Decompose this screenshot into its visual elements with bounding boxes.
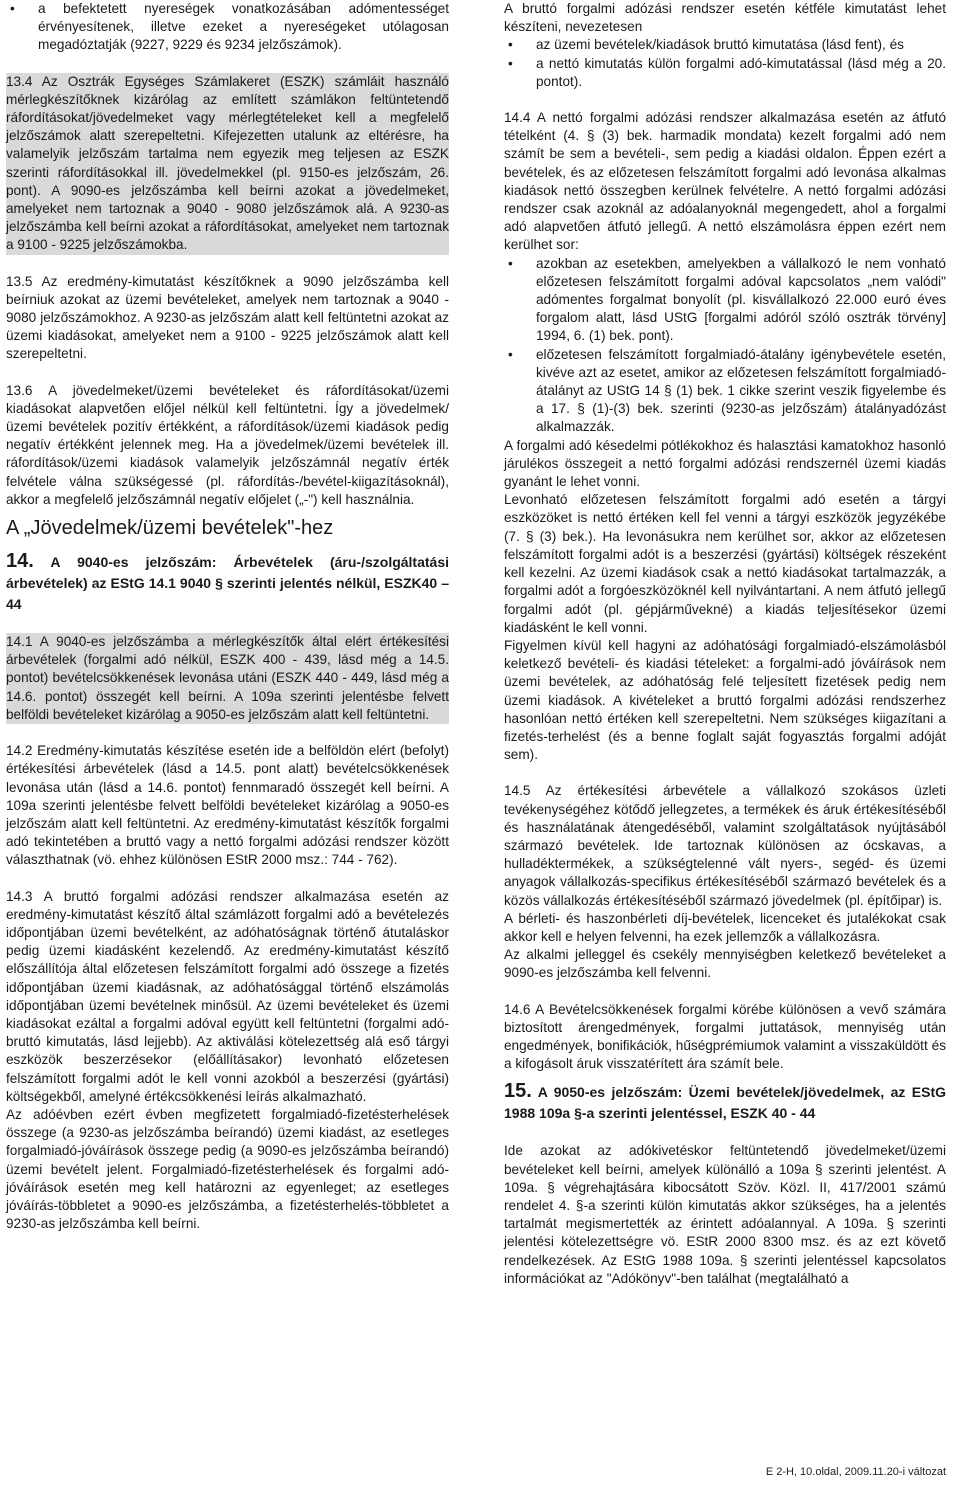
list-item: • a befektetett nyereségek vonatkozásában adómentességet érvényesítenek, illetve ezeket a nyereségeket utólagosan megadóztatják (9227, 9229 és 9234 jelzőszámok).	[10, 1, 449, 53]
bullet-icon: •	[508, 55, 513, 71]
paragraph-14-4-c: Levonható előzetesen felszámított forgalmi adó esetén a tárgyi eszközöket is nettó értéken kell fel venni a tárgyi eszközök jegyzékébe (7. § (3) bek.). Ha levonásukra nem kerülhet sor, akkor az előzetesen felszámított forgalmi adót is a beszerzési (gyártási) költségek részeként kell kezelni. Az üzemi kiadások csak a nettó kiadásokat tartalmazzák, a forgalmi adót a forgóeszközöknél kell nyilvántartani. A nem átfutó jellegű forgalmi adót (pl. gépjárművekné) a kiadás teljesítésekor üzemi kiadásként le kell vonni.	[504, 492, 946, 635]
paragraph-15: Ide azokat az adókivetéskor feltüntetendő jövedelmeket/üzemi bevételeket kell beírni, amelyek különálló a 109a § szerinti jelentést. A 109a. § végrehajtására kibocsátott Szöv. Közl. II, 417/2001 számú rendelet 4. §-a szerinti külön kimutatás akkor szükséges, ha a jelentés tartalmát megismertették az érintett adóalannyal. A 109a. § szerinti jelentési kötelezettségre vö. EStR 2000 8300 msz. és az ezt követő rendelkezések. Az EStG 1988 109a. § szerinti jelentéssel kapcsolatos információkat az "Adókönyv"-ben találhat (megtalálható a	[504, 1143, 946, 1286]
intro-bullet-list	[504, 36, 946, 91]
paragraph-14-2: 14.2 Eredmény-kimutatás készítése esetén ide a belföldön elért (befolyt) értékesítési árbevételek (lásd a 14.5. pont alatt) bevételcsökkenések levonása után (lásd a 14.6. pontot) fennmaradó összegét kell beírni. A 109a szerinti jelentésbe felvett belföldi bevételeket kizárólag a 9050-es jelzőszám alatt kell feltüntetni. Az eredmény-kimutatást készítők forgalmi adó tekintetében a bruttó vagy a nettó forgalmi adózási rendszer között választhatnak (vö. ehhez különösen EStR 2000 msz.: 744 - 762).	[6, 743, 449, 868]
paragraph-14-4-b: A forgalmi adó késedelmi pótlékokhoz és halasztási kamatokhoz hasonló járulékos összegeit a nettó forgalmi adózási rendszernél üzemi kiadás gyanánt le lehet vonni.	[504, 437, 946, 490]
page-footer: E 2-H, 10.oldal, 2009.11.20-i változat	[765, 1466, 946, 1478]
bullet-icon: •	[10, 1, 15, 16]
right-column	[504, 0, 946, 1288]
paragraph-14-5-b: A bérleti- és haszonbérleti díj-bevételek, licenceket és jutalékokat csak akkor kell e helyen felvenni, ha ezek jellemzők a vállalkozásra.	[504, 910, 946, 944]
paragraph-14-5: 14.5 Az értékesítési árbevétele a vállalkozó szokásos üzleti tevékenységéhez kötődő jellegzetes, a termékek és áruk értékesítéséből és használatának átengedéséből, valamint szolgáltatások nyújtásából származó bevételek. Ide tartoznak különösen az ócskavas, a hulladéktermékek, a szükségtelenné vált nyers-, segéd- és üzemi anyagok vállalkozás-specifikus értékesítéséből származó bevételek és a közös vállalkozás értékesítéséből származó jövedelmek (pl. építőipar) is.	[504, 783, 946, 908]
paragraph-13-4: 13.4 Az Osztrák Egységes Számlakeret (ESZK) számláit használó mérlegkészítőknek kizárólag az említett számlákon feltüntetendő ráfordításokat/jövedelmeket vagy mérlegtételeket kell a megfelelő jelzőszámok alatt szerepeltetni. Kifejezetten utalunk az eltérésre, ha valamelyik jelzőszám tartalma nem egyezik meg teljesen az ESZK szerinti ráfordításokkal ill. jövedelmekkel (pl. 9150-es jelzőszám, 26. pont). A 9090-es jelzőszámba kell beírni azokat a jövedelmeket, amelyeket nem tartoznak a 9040 - 9080 jelzőszámok alá. A 9230-as jelzőszámba kell beírni azokat a ráfordításokat, amelyeket nem tartoznak a 9100 - 9225 jelzőszámokba.	[6, 73, 449, 255]
paragraph-13-6: 13.6 A jövedelmeket/üzemi bevételeket és ráfordításokat/üzemi kiadásokat alapvetően előjel nélkül kell feltüntetni. Így a jövedelmek/üzemi bevételek pozitív értékként, a ráfordítások/üzemi kiadások pedig negatív értékként jelennek meg. Ha a jövedelmek/üzemi bevételek ill. ráfordítások/üzemi kiadások valamelyik jelzőszámnál negatív érték felvétele válna szükségessé (pl. ráfordítás-/bevétel-kiigazításoknál), akkor a megfelelő jelzőszámnál negatív előjelet („-") kell használnia.	[6, 382, 449, 507]
bullet-icon: •	[508, 346, 513, 362]
paragraph-14-4: 14.4 A nettó forgalmi adózási rendszer alkalmazása esetén az átfutó tételként (4. § (3) bek. harmadik mondata) kezelt forgalmi adó nem számít be sem a bevételi-, sem pedig a kiadási oldalon. Éppen ezért a bevételek, és az előzetesen felszámított forgalmi adó levonása alkalmas kiadások nettó összegben kerülnek felvételre. A nettó forgalmi adózási rendszer csak azoknál az adóalanyoknál megengedett, ahol a forgalmi adó alapvetően átfutó jellegű. A nettó elszámolásra éppen ezért nem kerülhet sor:	[504, 110, 946, 253]
list-item: • előzetesen felszámított forgalmiadó-átalány igénybevétele esetén, kivéve azt az esetet, amikor az előzetesen felszámított forgalmiadó-átalányt az UStG 14 § (1) bek. 1 cikke szerint veszik figyelembe és a 17. § (1)-(3) bek. szerinti (9230-as jelzőszám) átalányadózást alkalmazzák.	[508, 346, 946, 435]
subsection-15-title: 15. A 9050-es jelzőszám: Üzemi bevételek/jövedelmek, az EStG 1988 109a §-a szerinti jelentéssel, ESZK 40 - 44	[504, 1080, 947, 1122]
list-item: • a nettó kimutatás külön forgalmi adó-kimutatással (lásd még a 20. pontot).	[508, 55, 946, 89]
bullet-icon: •	[508, 255, 513, 271]
paragraph-14-6: 14.6 A Bevételcsökkenések forgalmi körébe különösen a vevő számára biztosított árengedmények, forgalmi juttatások, mennyiség után engedmények, bonifikációk, hűségprémiumok valamint a visszaküldött és a kifogásolt áruk visszatérített ára számít bele.	[504, 1001, 946, 1072]
list-item: • azokban az esetekben, amelyekben a vállalkozó le nem vonható előzetesen felszámított forgalmi adóval kapcsolatos „nem valódi" adómentes forgalmat bonyolít (pl. kisvállalkozó 22.000 euró éves forgalom alatt, lásd UStG [forgalmi adóról szóló osztrák törvény] 1994, 6. (1) bek. pont).	[508, 255, 946, 344]
left-column	[6, 0, 449, 1233]
paragraph-14-3-cont: Az adóévben ezért évben megfizetett forgalmiadó-fizetésterhelések összege (a 9230-as jelzőszámba beírandó) üzemi kiadást, az esetleges forgalmiadó-jóváírások összege pedig (a 9090-es jelzőszámba beírandó) üzemi bevételt jelent. Forgalmiadó-fizetésterhelések és forgalmi adó-jóváírások esetén meg kell határozni az egyenleget; az esetleges jóváírás-többletet a 9090-es jelzőszámba, a fizetésterhelés-többletet a 9230-as jelzőszámba kell beírni.	[6, 1106, 449, 1232]
subsection-14-title: 14. A 9040-es jelzőszám: Árbevételek (áru-/szolgáltatási árbevételek) az EStG 14.1 9040 § szerinti jelentés nélkül, ESZK40 – 44	[6, 550, 450, 613]
intro-paragraph: A bruttó forgalmi adózási rendszer esetén kétféle kimutatást lehet készíteni, nevezetesen	[504, 1, 946, 35]
paragraph-13-5: 13.5 Az eredmény-kimutatást készítőknek a 9090 jelzőszámba kell beírniuk azokat az üzemi bevételeket, amelyek nem tartoznak a 9040 - 9080 jelzőszámokhoz. A 9230-as jelzőszám alatt kell feltüntetni azokat az üzemi kiadásokat, amelyeket nem a 9100 - 9225 jelzőszámok alatt kell szerepeltetni.	[6, 273, 449, 362]
top-bullet-list	[6, 0, 449, 55]
paragraph-14-4-d: Figyelmen kívül kell hagyni az adóhatósági forgalmiadó-elszámolásból keletkező bevételi- és kiadási tételeket: a forgalmi-adó jóváírások nem üzemi bevételek, az adóhatóság felé teljesített fizetések pedig nem üzemi kiadások. A kivételeket a bruttó forgalmi adózási rendszerhez hasonlóan nettó értéken kell szerepeltetni. Nem szükséges kiigazítani a fizetés-terhelést (és a benne foglalt saját fogyasztás forgalmi adóját sem).	[504, 637, 946, 763]
paragraph-14-3: 14.3 A bruttó forgalmi adózási rendszer alkalmazása esetén az eredmény-kimutatást készítő által számlázott forgalmi adó a bevételezés időpontjában üzemi bevételként, az adóhatóságnak történő átutaláskor pedig üzemi kiadásként kezelendő. Az eredmény-kimutatást készítő előszállítója által előzetesen felszámított forgalmi adó összege a fizetés időpontjában üzemi kiadásnak, az adóhatósággal történő elszámolás időpontjában üzemi bevételnek minősül. Az üzemi bevételeket és üzemi kiadásokat ezáltal a forgalmi adóval együtt kell feltüntetni (forgalmi adó- bruttó kimutatás, lásd lejjebb). Az aktiválási kötelezettség alá eső tárgyi eszközök beszerzésekor (előállításakor) levonható előzetesen felszámított forgalmi adót le kell vonni azokból a beszerzési (gyártási) költségekből, amelyné értékcsökkenési leírás alkalmazható.	[6, 888, 449, 1104]
p14-4-bullet-list	[504, 255, 946, 437]
paragraph-14-5-c: Az alkalmi jelleggel és csekély mennyiségben keletkező bevételeket a 9090-es jelzőszámba kell felvenni.	[504, 947, 946, 981]
bullet-icon: •	[508, 37, 513, 53]
section-heading: A „Jövedelmek/üzemi bevételek"-hez	[6, 517, 334, 540]
paragraph-14-1: 14.1 A 9040-es jelzőszámba a mérlegkészítők által elért értékesítési árbevételek (forgalmi adó nélkül, ESZK 400 - 439, lásd még a 14.5. pontot) bevételcsökkenések levonása utáni (ESZK 440 - 449, lásd még a 14.6. pontot) összegét kell beírni. A 109a szerinti jelentésbe felvett belföldi bevételeket kizárólag a 9050-es jelzőszám alatt kell feltüntetni.	[6, 633, 449, 724]
list-item: • az üzemi bevételek/kiadások bruttó kimutatása (lásd fent), és	[504, 36, 946, 54]
